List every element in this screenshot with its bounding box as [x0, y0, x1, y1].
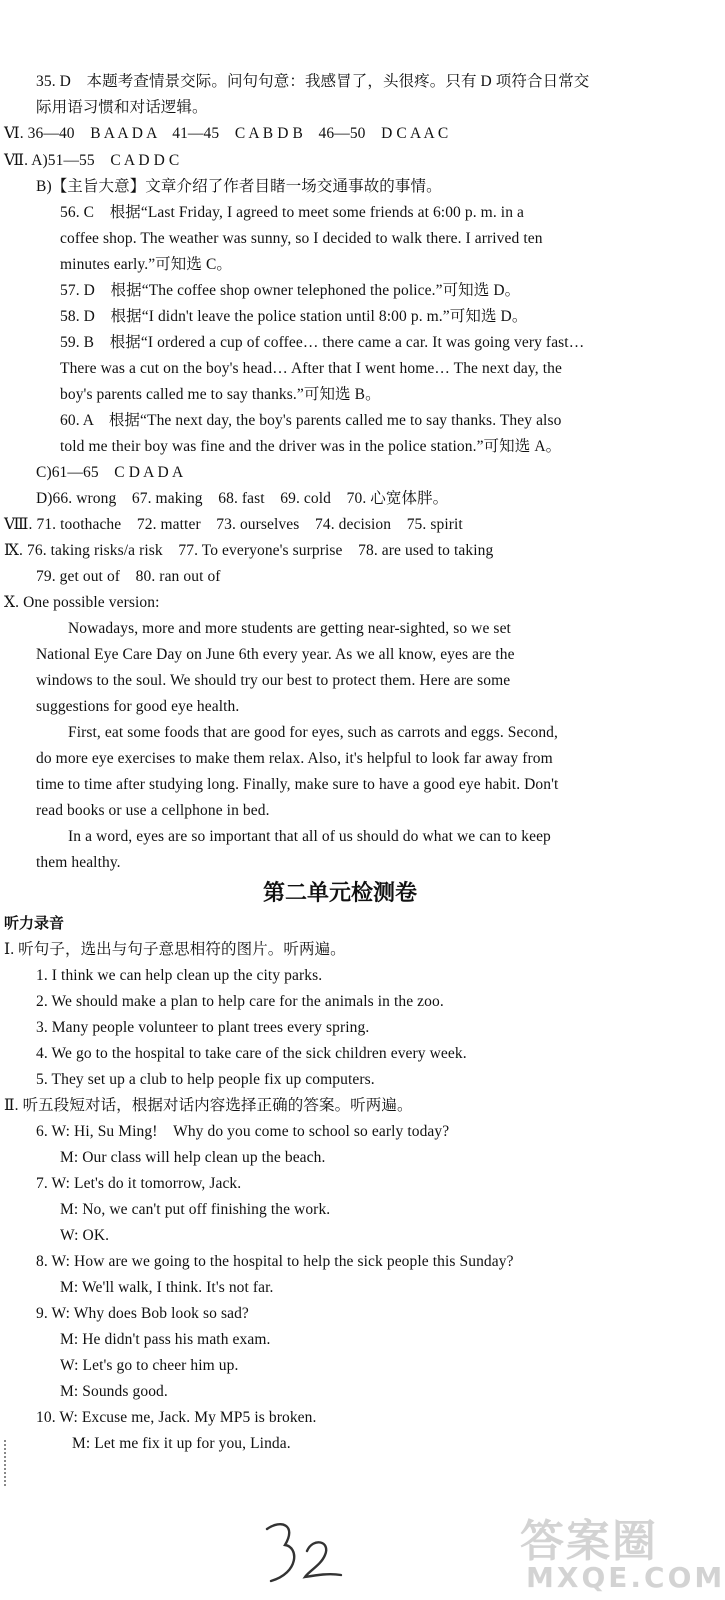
listening-part-1-instruction: Ⅰ. 听句子，选出与句子意思相符的图片。听两遍。: [4, 941, 346, 958]
essay-line-4: suggestions for good eye health.: [36, 698, 240, 715]
dialogue-6-m: M: Our class will help clean up the beach.: [60, 1149, 326, 1166]
binding-margin-dots: [4, 1440, 6, 1486]
dialogue-7-w: 7. W: Let's do it tomorrow, Jack.: [36, 1175, 242, 1192]
dialogue-6-w: 6. W: Hi, Su Ming! Why do you come to school so early today?: [36, 1123, 450, 1140]
answer-line-section-10: Ⅹ. One possible version:: [4, 594, 160, 611]
essay-line-9: In a word, eyes are so important that all of us should do what we can to keep: [68, 828, 551, 845]
answer-line-35-cont: 际用语习惯和对话逻辑。: [36, 99, 208, 116]
section-title: 第二单元检测卷: [262, 881, 417, 906]
answer-line-section-6: Ⅵ. 36—40 B A A D A 41—45 C A B D B 46—50 D C A A C: [4, 125, 449, 142]
listening-heading: 听力录音: [4, 914, 65, 932]
answer-line-section-7c: C)61—65 C D A D A: [36, 464, 184, 481]
answer-line-section-8: Ⅷ. 71. toothache 72. matter 73. ourselves 74. decision 75. spirit: [4, 516, 463, 533]
essay-line-5: First, eat some foods that are good for eyes, such as carrots and eggs. Second,: [68, 724, 558, 741]
handwritten-page-number: [255, 1515, 345, 1590]
dialogue-8-w: 8. W: How are we going to the hospital to help the sick people this Sunday?: [36, 1253, 514, 1270]
essay-line-1: Nowadays, more and more students are getting near-sighted, so we set: [68, 620, 511, 637]
dialogue-10-w: 10. W: Excuse me, Jack. My MP5 is broken.: [36, 1409, 317, 1426]
watermark-cn: 答案圈: [520, 1516, 658, 1567]
dialogue-7-w2: W: OK.: [60, 1227, 110, 1244]
answer-line-59-cont1: There was a cut on the boy's head… After that I went home… The next day, the: [60, 360, 562, 377]
essay-line-6: do more eye exercises to make them relax. Also, it's helpful to look far away from: [36, 750, 553, 767]
essay-line-8: read books or use a cellphone in bed.: [36, 802, 270, 819]
answer-line-56-cont2: minutes early.”可知选 C。: [60, 256, 232, 273]
answer-line-60-cont: told me their boy was fine and the driver was in the police station.”可知选 A。: [60, 438, 562, 455]
answer-line-57: 57. D 根据“The coffee shop owner telephoned the police.”可知选 D。: [60, 282, 521, 299]
watermark-en: MXQE.COM: [526, 1561, 725, 1594]
listening-sentence-3: 3. Many people volunteer to plant trees every spring.: [36, 1019, 370, 1036]
essay-line-3: windows to the soul. We should try our best to protect them. Here are some: [36, 672, 511, 689]
answer-line-59-cont2: boy's parents called me to say thanks.”可知选 B。: [60, 386, 381, 403]
answer-line-section-7d: D)66. wrong 67. making 68. fast 69. cold 70. 心宽体胖。: [36, 490, 449, 507]
listening-sentence-5: 5. They set up a club to help people fix up computers.: [36, 1071, 375, 1088]
dialogue-10-m: M: Let me fix it up for you, Linda.: [72, 1435, 291, 1452]
answer-line-56: 56. C 根据“Last Friday, I agreed to meet some friends at 6:00 p. m. in a: [60, 204, 524, 221]
answer-line-56-cont1: coffee shop. The weather was sunny, so I decided to walk there. I arrived ten: [60, 230, 543, 247]
listening-sentence-4: 4. We go to the hospital to take care of the sick children every week.: [36, 1045, 467, 1062]
dialogue-9-m: M: He didn't pass his math exam.: [60, 1331, 271, 1348]
essay-line-2: National Eye Care Day on June 6th every year. As we all know, eyes are the: [36, 646, 515, 663]
listening-sentence-2: 2. We should make a plan to help care for the animals in the zoo.: [36, 993, 444, 1010]
dialogue-8-m: M: We'll walk, I think. It's not far.: [60, 1279, 274, 1296]
dialogue-9-w2: W: Let's go to cheer him up.: [60, 1357, 239, 1374]
dialogue-7-m: M: No, we can't put off finishing the work.: [60, 1201, 331, 1218]
watermark: [512, 1505, 725, 1597]
answer-line-59: 59. B 根据“I ordered a cup of coffee… there came a car. It was going very fast…: [60, 334, 585, 351]
essay-line-7: time to time after studying long. Finally, make sure to have a good eye habit. Don't: [36, 776, 559, 793]
answer-line-section-9-cont: 79. get out of 80. ran out of: [36, 568, 221, 585]
answer-line-60: 60. A 根据“The next day, the boy's parents called me to say thanks. They also: [60, 412, 562, 429]
answer-line-section-9: Ⅸ. 76. taking risks/a risk 77. To everyone's surprise 78. are used to taking: [4, 542, 494, 559]
essay-line-10: them healthy.: [36, 854, 121, 871]
dialogue-9-w: 9. W: Why does Bob look so sad?: [36, 1305, 249, 1322]
answer-line-58: 58. D 根据“I didn't leave the police station until 8:00 p. m.”可知选 D。: [60, 308, 528, 325]
listening-sentence-1: 1. I think we can help clean up the city parks.: [36, 967, 323, 984]
answer-line-main-idea: B)【主旨大意】文章介绍了作者目睹一场交通事故的事情。: [36, 178, 442, 195]
listening-part-2-instruction: Ⅱ. 听五段短对话，根据对话内容选择正确的答案。听两遍。: [4, 1097, 413, 1114]
answer-line-35: 35. D 本题考查情景交际。问句句意：我感冒了，头很疼。只有 D 项符合日常交: [36, 73, 590, 90]
answer-line-section-7a: Ⅶ. A)51—55 C A D D C: [4, 152, 180, 169]
dialogue-9-m2: M: Sounds good.: [60, 1383, 168, 1400]
